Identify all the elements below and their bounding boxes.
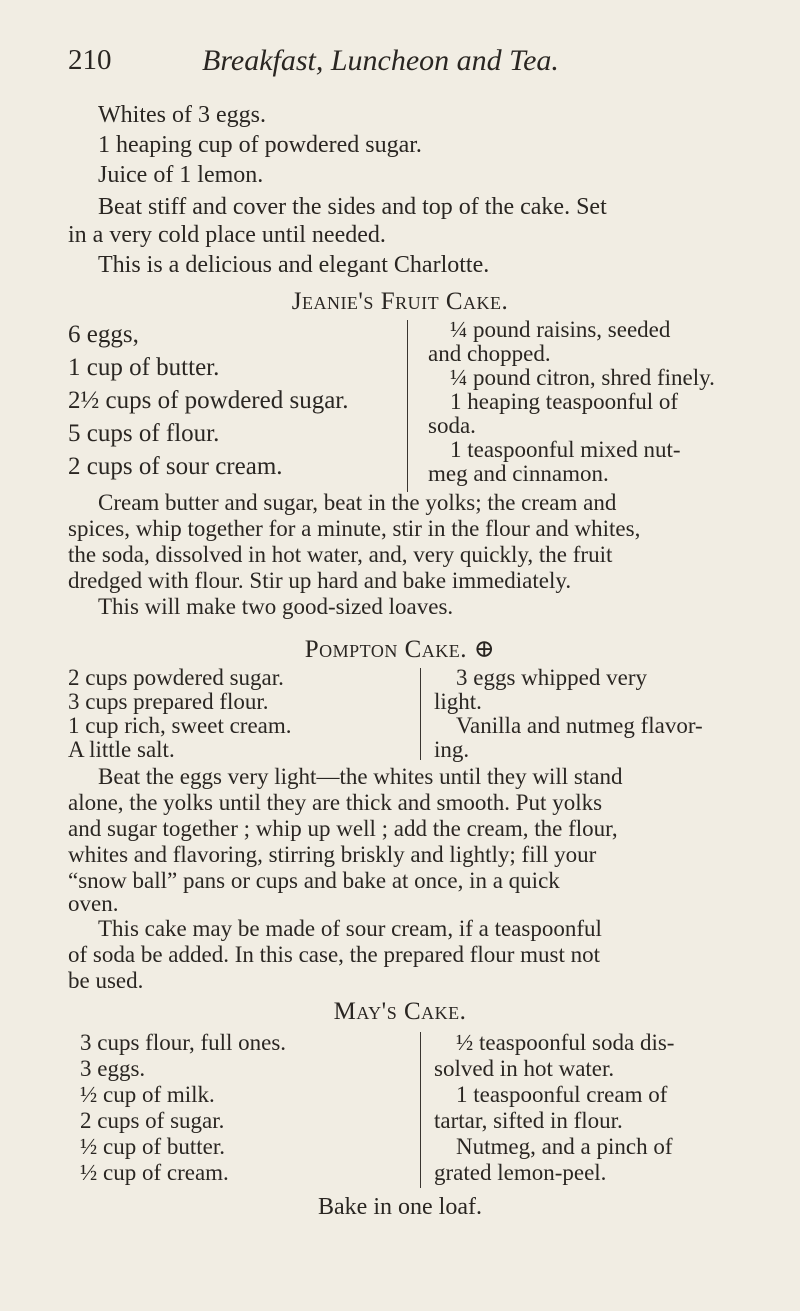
recipe-title-jeanie: Jeanie's Fruit Cake. bbox=[291, 288, 509, 315]
intro-ingredient: Whites of 3 eggs. bbox=[98, 102, 266, 128]
ingredient: ½ cup of milk. bbox=[80, 1082, 215, 1107]
ingredient: Vanilla and nutmeg flavor- bbox=[456, 713, 703, 738]
pompton-direction: of soda be added. In this case, the prepared flour must not bbox=[68, 942, 601, 967]
ingredient: 1 cup of butter. bbox=[68, 354, 220, 381]
ingredient: ing. bbox=[434, 737, 470, 762]
jeanie-direction: the soda, dissolved in hot water, and, very quickly, the fruit bbox=[68, 542, 613, 567]
ingredient: 1 heaping teaspoonful of bbox=[450, 389, 679, 414]
jeanie-direction: dredged with flour. Stir up hard and bake immediately. bbox=[68, 568, 572, 593]
ingredient: ½ cup of butter. bbox=[80, 1134, 225, 1159]
ingredient: 2 cups of sour cream. bbox=[68, 453, 283, 480]
ingredient: meg and cinnamon. bbox=[428, 461, 609, 486]
pompton-direction: Beat the eggs very light—the whites until they will stand bbox=[98, 764, 623, 789]
may-ingredients-left bbox=[80, 1030, 410, 1186]
column-divider bbox=[407, 320, 408, 492]
recipe-title-pompton: Pompton Cake. ⊕ bbox=[304, 636, 496, 663]
jeanie-ingredients-right bbox=[428, 318, 768, 486]
recipe-title-may: May's Cake. bbox=[333, 998, 467, 1025]
ingredient: 2½ cups of powdered sugar. bbox=[68, 387, 349, 414]
column-divider bbox=[420, 1032, 421, 1188]
ingredient: 5 cups of flour. bbox=[68, 420, 220, 447]
intro-direction: Beat stiff and cover the sides and top of the cake. Set bbox=[98, 194, 607, 220]
ingredient: 1 cup rich, sweet cream. bbox=[68, 713, 292, 738]
ingredient: ¼ pound citron, shred finely. bbox=[450, 365, 715, 390]
ingredient: 6 eggs, bbox=[68, 321, 139, 348]
ingredient: ¼ pound raisins, seeded bbox=[450, 317, 671, 342]
pompton-direction: This cake may be made of sour cream, if a teaspoonful bbox=[98, 916, 602, 941]
ingredient: Nutmeg, and a pinch of bbox=[456, 1134, 673, 1159]
jeanie-ingredients-left bbox=[68, 318, 398, 483]
ingredient: 3 cups flour, full ones. bbox=[80, 1030, 287, 1055]
ingredient: 3 eggs. bbox=[80, 1056, 146, 1081]
ingredient: A little salt. bbox=[68, 737, 175, 762]
pompton-direction: oven. bbox=[68, 891, 119, 916]
ingredient: grated lemon-peel. bbox=[434, 1160, 607, 1185]
jeanie-direction: This will make two good-sized loaves. bbox=[98, 594, 454, 619]
ingredient: and chopped. bbox=[428, 341, 551, 366]
ingredient: light. bbox=[434, 689, 482, 714]
jeanie-direction: spices, whip together for a minute, stir in the flour and whites, bbox=[68, 516, 641, 541]
ingredient: 1 teaspoonful mixed nut- bbox=[450, 437, 681, 462]
jeanie-direction: Cream butter and sugar, beat in the yolks; the cream and bbox=[98, 490, 617, 515]
pompton-direction: and sugar together ; whip up well ; add the cream, the flour, bbox=[68, 816, 618, 841]
ingredient: 2 cups powdered sugar. bbox=[68, 665, 284, 690]
ingredient: soda. bbox=[428, 413, 476, 438]
pompton-direction: be used. bbox=[68, 968, 144, 993]
pompton-direction: alone, the yolks until they are thick and smooth. Put yolks bbox=[68, 790, 603, 815]
may-ingredients-right bbox=[434, 1030, 769, 1186]
ingredient: 3 cups prepared flour. bbox=[68, 689, 269, 714]
column-divider bbox=[420, 668, 421, 760]
ingredient: solved in hot water. bbox=[434, 1056, 615, 1081]
ingredient: ½ teaspoonful soda dis- bbox=[456, 1030, 675, 1055]
intro-ingredient: 1 heaping cup of powdered sugar. bbox=[98, 132, 422, 158]
running-title: Breakfast, Luncheon and Tea. bbox=[202, 44, 559, 77]
intro-ingredient: Juice of 1 lemon. bbox=[98, 162, 264, 188]
ingredient: 3 eggs whipped very bbox=[456, 665, 647, 690]
pompton-ingredients-left bbox=[68, 666, 408, 762]
pompton-ingredients-right bbox=[434, 666, 764, 762]
page-number: 210 bbox=[68, 44, 112, 76]
page-header bbox=[68, 44, 740, 84]
may-closing: Bake in one loaf. bbox=[318, 1194, 482, 1220]
intro-direction: This is a delicious and elegant Charlotte. bbox=[98, 252, 490, 278]
pompton-direction: “snow ball” pans or cups and bake at once, in a quick bbox=[68, 868, 560, 893]
intro-direction: in a very cold place until needed. bbox=[68, 222, 386, 248]
ingredient: ½ cup of cream. bbox=[80, 1160, 229, 1185]
ingredient: 2 cups of sugar. bbox=[80, 1108, 225, 1133]
pompton-direction: whites and flavoring, stirring briskly and lightly; fill your bbox=[68, 842, 597, 867]
ingredient: 1 teaspoonful cream of bbox=[456, 1082, 668, 1107]
ingredient: tartar, sifted in flour. bbox=[434, 1108, 623, 1133]
